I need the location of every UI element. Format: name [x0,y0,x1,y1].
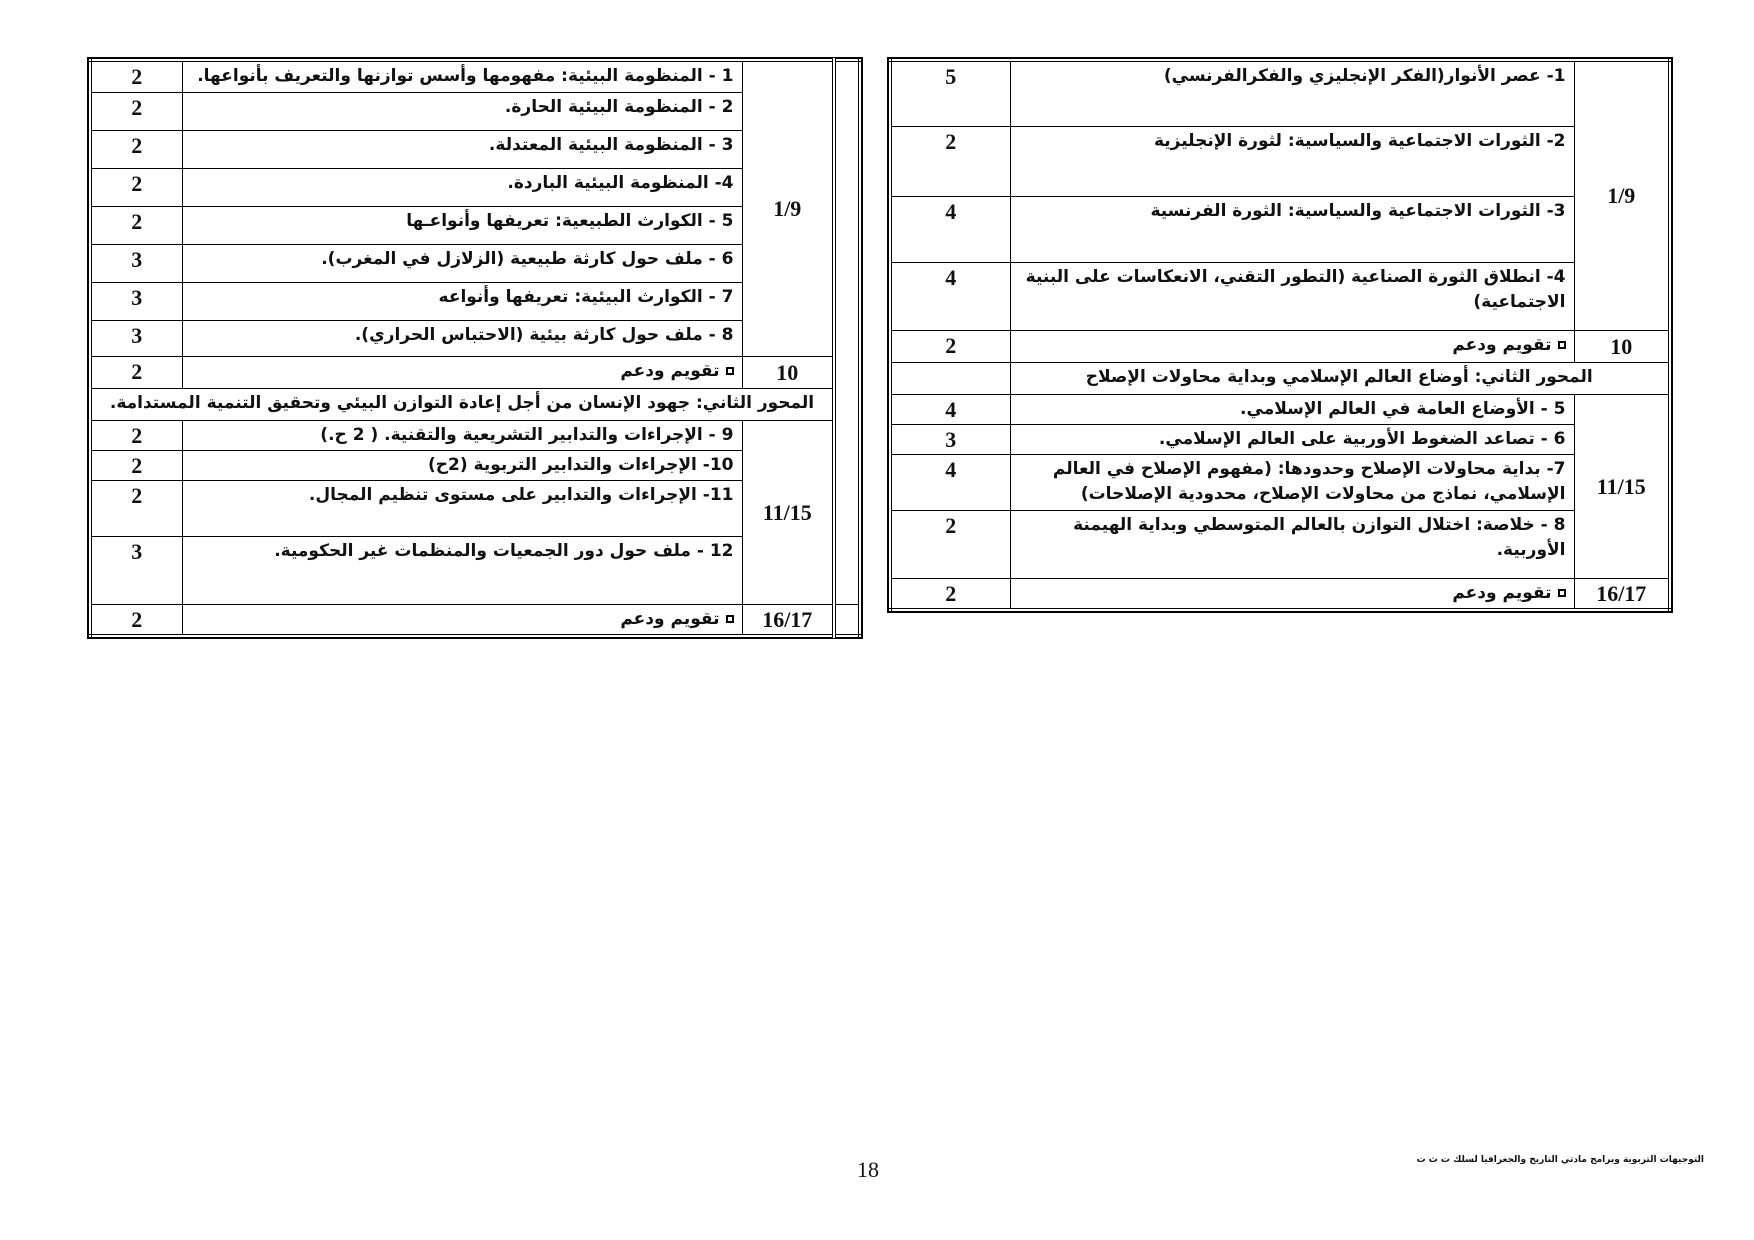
lesson-cell: 7 - الكوارث البيئية: تعريفها وأنواعه [182,282,742,320]
hours-cell: 2 [90,168,182,206]
table-row [90,388,860,420]
hours-cell: 4 [890,262,1010,330]
evaluation-label: تقويم ودعم [1452,334,1552,355]
lesson-cell: 3- الثورات الاجتماعية والسياسية: الثورة الفرنسية [1010,196,1574,262]
period-cell: 11/15 [1574,394,1670,578]
hours-cell: 5 [890,60,1010,126]
hours-cell: 2 [90,92,182,130]
lesson-cell: 3 - المنظومة البيئية المعتدلة. [182,130,742,168]
table-divider [834,604,860,636]
evaluation-label: تقويم ودعم [620,360,720,381]
hours-cell: 2 [90,604,182,636]
table-row [90,420,860,450]
table-row [90,604,860,636]
hours-cell: 2 [890,126,1010,196]
evaluation-label: تقويم ودعم [1452,582,1552,603]
lesson-cell: 7- بداية محاولات الإصلاح وحدودها: (مفهوم الإصلاح في العالم الإسلامي، نماذج من محاولات الإصلاح، محدودية الإصلاحات) [1010,454,1574,510]
empty-cell [890,362,1010,394]
lesson-cell: 4- انطلاق الثورة الصناعية (التطور التقني، الانعكاسات على البنية الاجتماعية) [1010,262,1574,330]
table-row [890,126,1670,196]
table-row [890,60,1670,126]
lesson-cell: 4- المنظومة البيئية الباردة. [182,168,742,206]
lesson-cell: 5 - الكوارث الطبيعية: تعريفها وأنواعـها [182,206,742,244]
hours-cell: 4 [890,394,1010,424]
hours-cell: 2 [90,60,182,92]
hours-cell: 3 [90,320,182,356]
evaluation-label: تقويم ودعم [620,608,720,629]
hours-cell: 2 [90,356,182,388]
geography-program-table [88,58,862,638]
week-cell: 16/17 [1574,578,1670,610]
footer-note: التوجيهات التربوية وبرامج مادتي التاريخ والجغرافيا لسلك ت ث ت [1416,1155,1704,1165]
table-row [890,262,1670,330]
square-bullet-icon [726,367,734,375]
hours-cell: 2 [90,420,182,450]
hours-cell: 2 [890,578,1010,610]
axis-title: المحور الثاني: أوضاع العالم الإسلامي وبداية محاولات الإصلاح [1010,362,1670,394]
square-bullet-icon [1558,341,1566,349]
week-cell: 10 [1574,330,1670,362]
lesson-cell: 9 - الإجراءات والتدابير التشريعية والتقنية. ( 2 ح.) [182,420,742,450]
page-number: 18 [857,1157,879,1182]
lesson-cell: 1- عصر الأنوار(الفكر الإنجليزي والفكرالفرنسي) [1010,60,1574,126]
lesson-cell: 10- الإجراءات والتدابير التربوية (2ح) [182,450,742,480]
lesson-cell: 12 - ملف حول دور الجمعيات والمنظمات غير الحكومية. [182,536,742,604]
lesson-cell: 2 - المنظومة البيئية الحارة. [182,92,742,130]
hours-cell: 2 [90,206,182,244]
hours-cell: 2 [890,330,1010,362]
hours-cell: 3 [90,244,182,282]
lesson-cell: 6 - تصاعد الضغوط الأوربية على العالم الإسلامي. [1010,424,1574,454]
lesson-cell: 1 - المنظومة البيئية: مفهومها وأسس توازنها والتعريف بأنواعها. [182,60,742,92]
period-cell: 1/9 [1574,60,1670,330]
table-row [890,330,1670,362]
hours-cell: 2 [90,480,182,536]
lesson-cell [182,356,742,388]
table-row [90,356,860,388]
lesson-cell: 5 - الأوضاع العامة في العالم الإسلامي. [1010,394,1574,424]
hours-cell: 2 [90,130,182,168]
lesson-cell [182,604,742,636]
hours-cell: 4 [890,454,1010,510]
lesson-cell: 11- الإجراءات والتدابير على مستوى تنظيم المجال. [182,480,742,536]
table-row [890,196,1670,262]
axis-title: المحور الثاني: جهود الإنسان من أجل إعادة التوازن البيئي وتحقيق التنمية المستدامة. [90,388,834,420]
hours-cell: 3 [890,424,1010,454]
lesson-cell: 8 - ملف حول كارثة بيئية (الاحتباس الحراري). [182,320,742,356]
lesson-cell: 6 - ملف حول كارثة طبيعية (الزلازل في المغرب). [182,244,742,282]
period-cell: 11/15 [742,420,834,604]
history-program-table [888,58,1672,612]
table-divider [834,60,860,604]
lesson-cell: 2- الثورات الاجتماعية والسياسية: لثورة الإنجليزية [1010,126,1574,196]
table-row [890,454,1670,510]
square-bullet-icon [726,615,734,623]
lesson-cell [1010,578,1574,610]
square-bullet-icon [1558,589,1566,597]
hours-cell: 2 [890,510,1010,578]
hours-cell: 3 [90,536,182,604]
hours-cell: 3 [90,282,182,320]
lesson-cell [1010,330,1574,362]
table-row [890,510,1670,578]
table-row [890,394,1670,424]
table-row [90,60,860,92]
week-cell: 10 [742,356,834,388]
period-cell: 1/9 [742,60,834,356]
hours-cell: 2 [90,450,182,480]
table-row [890,578,1670,610]
week-cell: 16/17 [742,604,834,636]
lesson-cell: 8 - خلاصة: اختلال التوازن بالعالم المتوسطي وبداية الهيمنة الأوربية. [1010,510,1574,578]
hours-cell: 4 [890,196,1010,262]
table-row [890,362,1670,394]
table-row [890,424,1670,454]
